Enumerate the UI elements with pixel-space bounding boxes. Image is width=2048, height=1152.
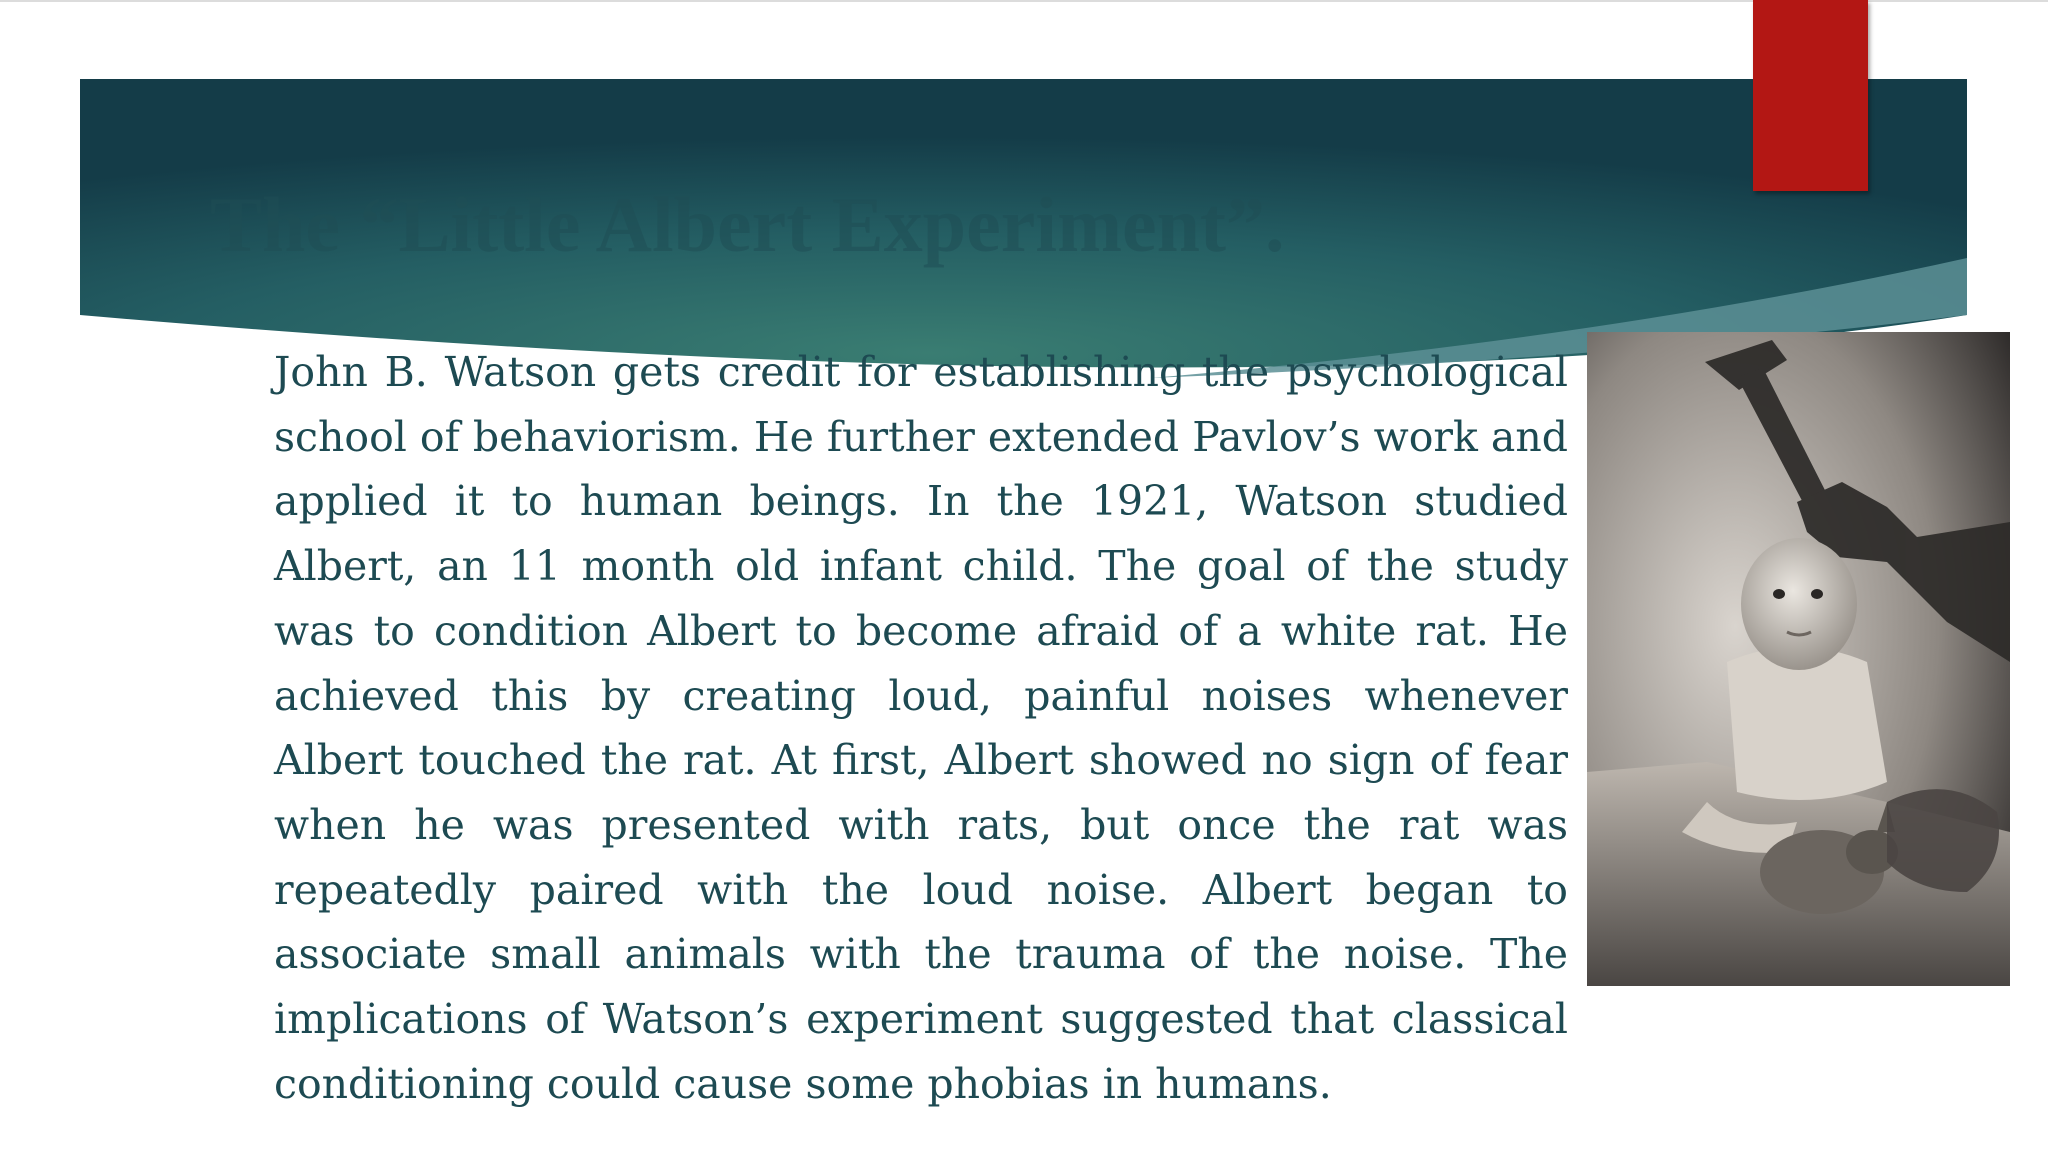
slide-title: The “Little Albert Experiment”.: [210, 181, 1285, 268]
body-paragraph: John B. Watson gets credit for establishing the psychological school of behaviorism. He further extended Pavlov’s work and applied it to human beings. In the 1921, Watson studied Albert, an 11 month old infant child. The goal of the study was to condition Albert to become afraid of a white rat. He achieved this by creating loud, painful noises whenever Albert touched the rat. At first, Albert showed no sign of fear when he was presented with rats, but once the rat was repeatedly paired with the loud noise. Albert began to associate small animals with the trauma of the noise. The implications of Watson’s experiment suggested that classical conditioning could cause some phobias in humans.: [274, 348, 1568, 1108]
experiment-photo: [1587, 332, 2010, 986]
red-accent-tab: [1753, 0, 1868, 191]
